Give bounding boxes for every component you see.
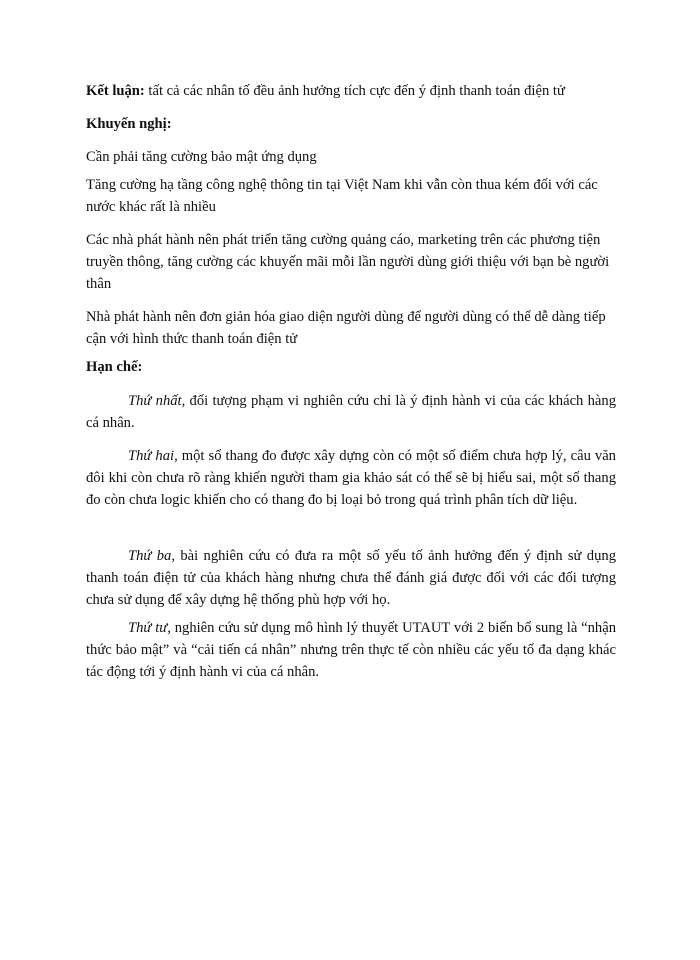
limitation-item <box>86 617 616 683</box>
recommendation-item: Cần phải tăng cường bảo mật ứng dụng <box>86 149 317 165</box>
limitations-heading: Hạn chế: <box>86 359 143 375</box>
limitation-text: nghiên cứu sử dụng mô hình lý thuyết UTAUT với 2 biến bổ sung là “nhận thức bảo mật” và “cải tiến cá nhân” nhưng trên thực tế còn nhiều các yếu tố đa dạng khác tác động tới ý định hành vi của cá nhân. <box>86 620 617 680</box>
limitation-text: một số thang đo được xây dựng còn có một số điểm chưa hợp lý, câu văn đôi khi còn chưa rõ ràng khiến người tham gia khảo sát có thể sẽ bị hiểu sai, một số thang đo còn chưa logic khiến cho có thang đo bị loại bỏ trong quá trình phân tích dữ liệu. <box>86 448 616 508</box>
recommendation-item: Tăng cường hạ tầng công nghệ thông tin tại Việt Nam khi vẫn còn thua kém đối với các nước khác rất là nhiều <box>86 177 598 215</box>
limitation-lead: Thứ nhất, <box>128 393 186 409</box>
recommendations-heading: Khuyến nghị: <box>86 116 172 132</box>
limitation-item <box>86 445 616 511</box>
limitation-lead: Thứ tư, <box>128 620 171 636</box>
limitation-lead: Thứ hai, <box>128 448 178 464</box>
limitation-item <box>86 545 616 611</box>
limitation-text: đối tượng phạm vi nghiên cứu chỉ là ý định hành vi của các khách hàng cá nhân. <box>86 393 616 431</box>
conclusion-paragraph <box>86 80 616 102</box>
limitation-item <box>86 390 616 434</box>
conclusion-label: Kết luận: <box>86 83 145 99</box>
recommendation-item: Các nhà phát hành nên phát triển tăng cường quảng cáo, marketing trên các phương tiện truyền thông, tăng cường các khuyến mãi mỗi lần người dùng giới thiệu với bạn bè người thân <box>86 232 610 292</box>
conclusion-text: tất cả các nhân tố đều ảnh hưởng tích cực đến ý định thanh toán điện tử <box>144 83 565 99</box>
recommendation-item: Nhà phát hành nên đơn giản hóa giao diện người dùng để người dùng có thể dễ dàng tiếp cận với hình thức thanh toán điện tử <box>86 309 606 347</box>
limitation-lead: Thứ ba, <box>128 548 175 564</box>
limitation-text: bài nghiên cứu có đưa ra một số yếu tố ảnh hưởng đến ý định sử dụng thanh toán điện tử của khách hàng nhưng chưa thể đánh giá được đối với các đối tượng chưa sử dụng để xây dựng hệ thống phù hợp với họ. <box>86 548 616 608</box>
